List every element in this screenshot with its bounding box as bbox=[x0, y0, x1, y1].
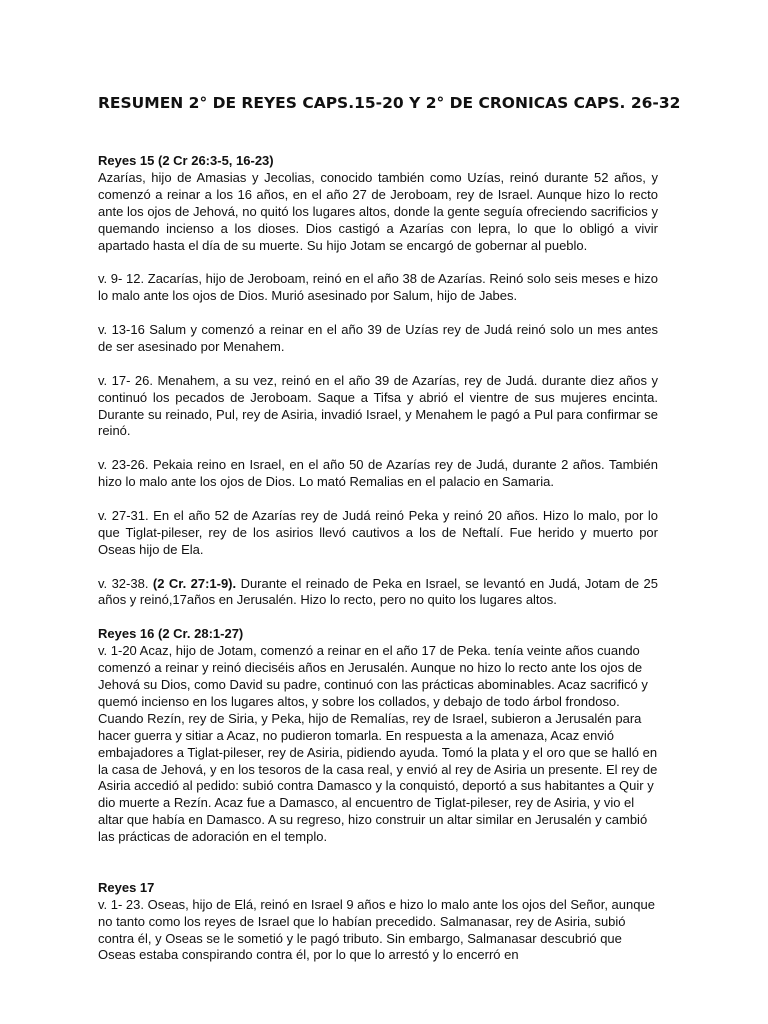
paragraph-with-reference bbox=[98, 576, 658, 610]
section-reyes-16 bbox=[98, 626, 658, 846]
paragraph-rest: Durante el reinado de Peka en Israel, se levantó en Judá, Jotam de 25 años y reinó,17años en Jerusalén. Hizo lo recto, pero no quito los lugares altos. bbox=[98, 575, 658, 608]
section-heading: Reyes 16 (2 Cr. 28:1-27) bbox=[98, 626, 244, 642]
paragraph: v. 23-26. Pekaia reino en Israel, en el año 50 de Azarías rey de Judá, durante 2 años. También hizo lo malo ante los ojos de Dios. Lo mató Remalias en el palacio en Samaria. bbox=[98, 457, 658, 490]
paragraph: v. 13-16 Salum y comenzó a reinar en el año 39 de Uzías rey de Judá reinó solo un mes antes de ser asesinado por Menahem. bbox=[98, 322, 658, 354]
section-reyes-17 bbox=[98, 880, 658, 965]
document-body bbox=[98, 153, 658, 981]
paragraph: Azarías, hijo de Amasias y Jecolias, conocido también como Uzías, reinó durante 52 años, y comenzó a reinar a los 16 años, en el año 27 de Jeroboam, rey de Israel. Aunque hizo lo recto ante los ojos de Jehová, no quitó los lugares altos, donde la gente seguía ofreciendo sacrificios y quemando incienso a los dioses. Dios castigó a Azarías con lepra, lo que lo obligó a vivir apartado hasta el día de su muerte. Su hijo Jotam se encargó de gobernar al pueblo. bbox=[98, 169, 658, 253]
paragraph: v. 1- 23. Oseas, hijo de Elá, reinó en Israel 9 años e hizo lo malo ante los ojos del Señor, aunque no tanto como los reyes de Israel que lo habían precedido. Salmanasar, rey de Asiria, subió contra él, y Oseas se le sometió y le pagó tributo. Sin embargo, Salmanasar descubrió que Oseas estaba conspirando contra él, por lo que lo arrestó y lo encerró en bbox=[98, 896, 655, 963]
section-reyes-15 bbox=[98, 153, 658, 609]
section-heading: Reyes 15 (2 Cr 26:3-5, 16-23) bbox=[98, 153, 274, 168]
document-title: RESUMEN 2° DE REYES CAPS.15-20 Y 2° DE CRONICAS CAPS. 26-32 bbox=[98, 94, 681, 112]
paragraph: v. 1-20 Acaz, hijo de Jotam, comenzó a reinar en el año 17 de Peka. tenía veinte años cuando comenzó a reinar y reinó dieciséis años en Jerusalén. Aunque no hizo lo recto ante los ojos de Jehová su Dios, como David su padre, continuó con las prácticas abominables. Acaz sacrificó y quemó incienso en los lugares altos, y sobre los collados, y debajo de todo árbol frondoso. Cuando Rezín, rey de Siria, y Peka, hijo de Remalías, rey de Israel, subieron a Jerusalén para hacer guerra y sitiar a Acaz, no pudieron tomarla. En respuesta a la amenaza, Acaz envió embajadores a Tiglat-pileser, rey de Asiria, pidiendo ayuda. Tomó la plata y el oro que se halló en la casa de Jehová, y en los tesoros de la casa real, y envió al rey de Asiria un presente. El rey de Asiria accedió al pedido: subió contra Damasco y la conquistó, deportó a sus habitantes a Quir y dio muerte a Rezín. Acaz fue a Damasco, al encuentro de Tiglat-pileser, rey de Asiria, y vio el altar que había en Damasco. A su regreso, hizo construir un altar similar en Jerusalén y cambió las prácticas de adoración en el templo. bbox=[98, 643, 658, 845]
verse-prefix: v. 32-38. bbox=[98, 575, 153, 591]
section-heading: Reyes 17 bbox=[98, 879, 155, 895]
paragraph: v. 17- 26. Menahem, a su vez, reinó en el año 39 de Azarías, rey de Judá. durante diez años y continuó los pecados de Jeroboam. Saque a Tifsa y abrió el vientre de sus mujeres encinta. Durante su reinado, Pul, rey de Asiria, invadió Israel, y Menahem le pagó a Pul para confirmar se reinó. bbox=[98, 372, 658, 439]
bold-reference: (2 Cr. 27:1-9). bbox=[152, 575, 237, 591]
paragraph: v. 9- 12. Zacarías, hijo de Jeroboam, reinó en el año 38 de Azarías. Reinó solo seis meses e hizo lo malo ante los ojos de Dios. Murió asesinado por Salum, hijo de Jabes. bbox=[98, 271, 658, 304]
paragraph: v. 27-31. En el año 52 de Azarías rey de Judá reinó Peka y reinó 20 años. Hizo lo malo, por lo que Tiglat-pileser, rey de los asirios llevó cautivos a los de Neftalí. Fue herido y muerto por Oseas hijo de Ela. bbox=[98, 507, 658, 557]
